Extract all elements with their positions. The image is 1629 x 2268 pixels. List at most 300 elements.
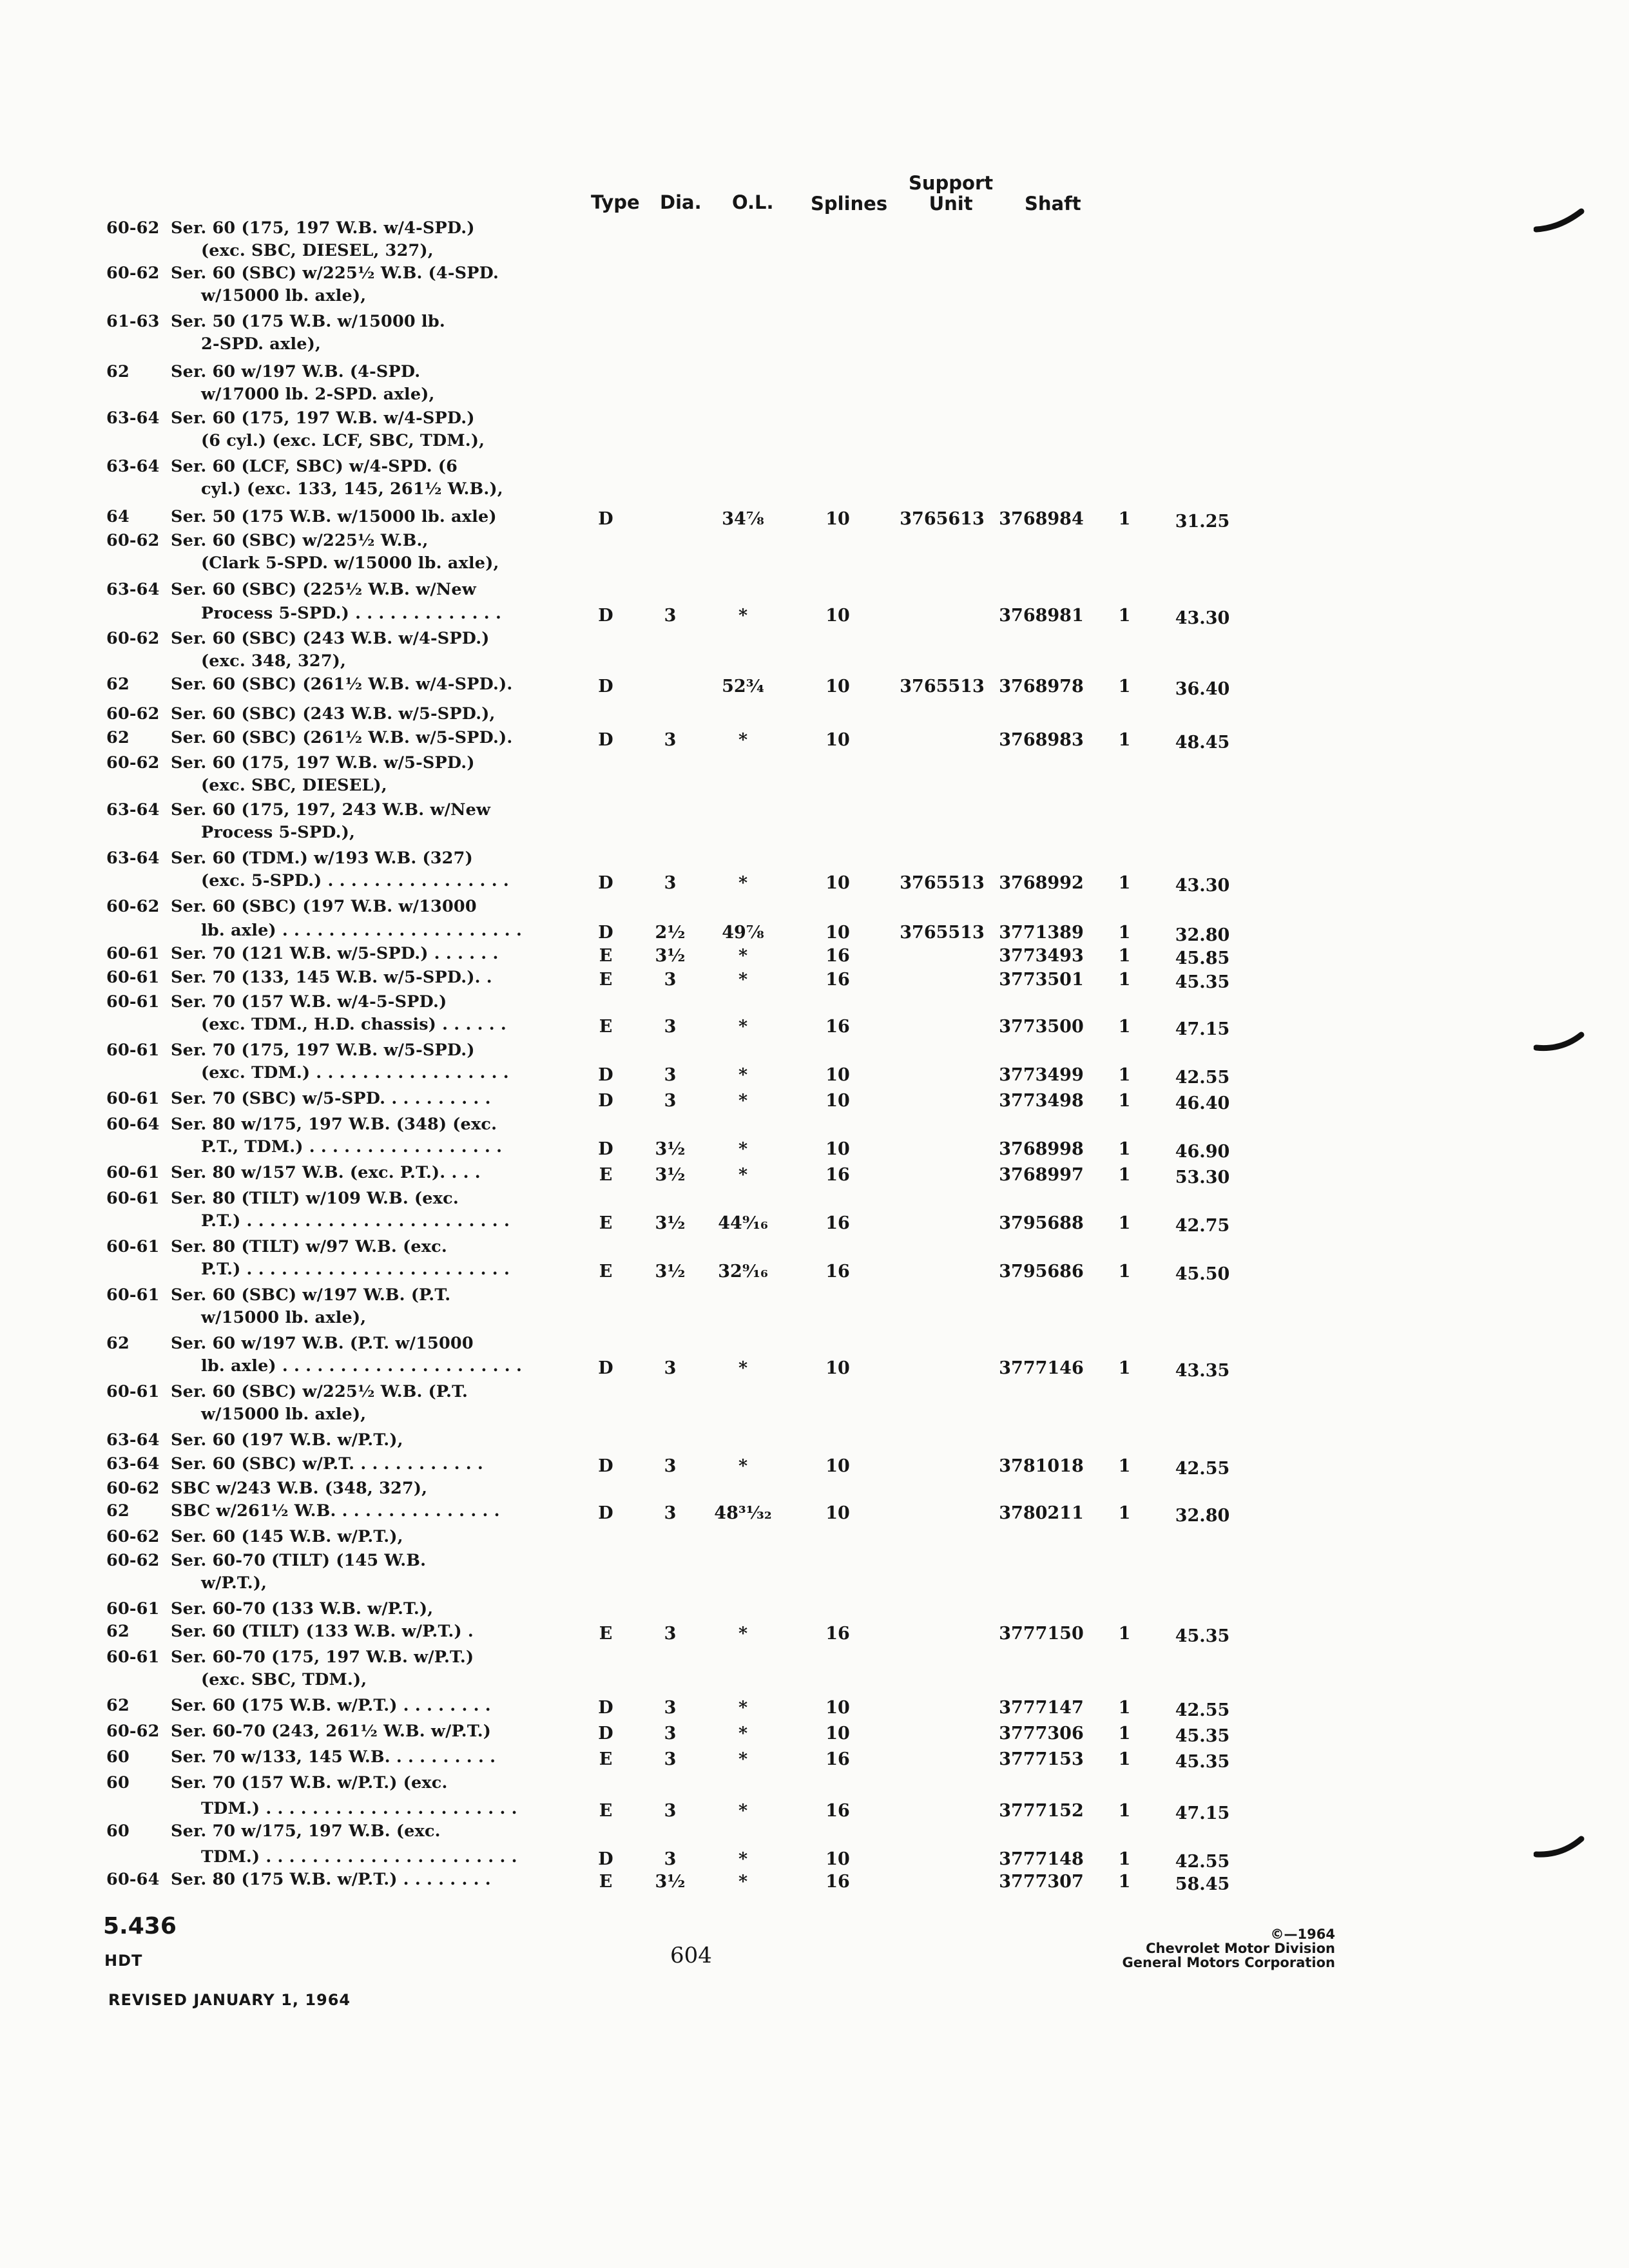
- joint-type: D: [598, 730, 613, 750]
- spline-count: 10: [825, 1849, 850, 1869]
- corporation-name: General Motors Corporation: [1122, 1955, 1335, 1970]
- shaft-part-number: 3777147: [999, 1698, 1084, 1718]
- model-years: 60-61: [106, 968, 160, 987]
- application-description: SBC w/261½ W.B. . . . . . . . . . . . . . .: [171, 1501, 500, 1521]
- joint-type: E: [599, 1262, 613, 1282]
- support-unit-part-number: 3765513: [900, 873, 985, 893]
- model-years: 62: [106, 675, 130, 694]
- application-description: 2-SPD. axle),: [201, 334, 322, 354]
- joint-type: E: [599, 1165, 613, 1185]
- quantity: 1: [1118, 1624, 1131, 1644]
- model-years: 60-62: [106, 1722, 160, 1741]
- application-description: TDM.) . . . . . . . . . . . . . . . . . . . . . .: [201, 1847, 517, 1867]
- application-description: Ser. 60 (175, 197 W.B. w/4-SPD.): [171, 408, 475, 428]
- shaft-part-number: 3768984: [999, 509, 1084, 529]
- list-price: 42.55: [1175, 1459, 1230, 1479]
- model-years: 60-62: [106, 704, 160, 724]
- model-years: 60-62: [106, 218, 160, 238]
- shaft-diameter: 3: [664, 1065, 677, 1085]
- application-description: Ser. 60 w/197 W.B. (4-SPD.: [171, 362, 421, 381]
- section-code: HDT: [104, 1952, 143, 1970]
- column-header-dia: Dia.: [660, 191, 702, 213]
- model-years: 60-62: [106, 629, 160, 648]
- column-header-support-unit: Support Unit: [909, 172, 994, 215]
- application-description: Ser. 70 (175, 197 W.B. w/5-SPD.): [171, 1041, 475, 1060]
- application-description: Ser. 60 (SBC) w/197 W.B. (P.T.: [171, 1285, 451, 1305]
- section-number: 5.436: [103, 1913, 177, 1939]
- shaft-part-number: 3795686: [999, 1262, 1084, 1282]
- application-description: TDM.) . . . . . . . . . . . . . . . . . . . . . .: [201, 1799, 517, 1818]
- list-price: 42.55: [1175, 1852, 1230, 1872]
- application-description: Process 5-SPD.) . . . . . . . . . . . . .: [201, 604, 502, 623]
- shaft-part-number: 3768992: [999, 873, 1084, 893]
- list-price: 43.30: [1175, 876, 1230, 896]
- shaft-part-number: 3777153: [999, 1749, 1084, 1769]
- model-years: 60: [106, 1821, 130, 1841]
- model-years: 61-63: [106, 312, 160, 331]
- model-years: 63-64: [106, 849, 160, 868]
- application-description: Ser. 70 (SBC) w/5-SPD. . . . . . . . . .: [171, 1089, 491, 1108]
- column-header-splines: Splines: [811, 193, 888, 215]
- application-description: Ser. 60 (TILT) (133 W.B. w/P.T.) .: [171, 1622, 474, 1641]
- application-description: (6 cyl.) (exc. LCF, SBC, TDM.),: [201, 431, 485, 450]
- spline-count: 10: [825, 1091, 850, 1111]
- application-description: (Clark 5-SPD. w/15000 lb. axle),: [201, 553, 499, 573]
- list-price: 47.15: [1175, 1803, 1230, 1823]
- application-description: (exc. 5-SPD.) . . . . . . . . . . . . . . . .: [201, 871, 509, 890]
- model-years: 60-62: [106, 1527, 160, 1546]
- application-description: Ser. 80 (175 W.B. w/P.T.) . . . . . . . .: [171, 1870, 491, 1889]
- support-unit-part-number: 3765613: [900, 509, 985, 529]
- overall-length: *: [738, 970, 748, 990]
- application-description: Ser. 80 w/157 W.B. (exc. P.T.). . . .: [171, 1163, 481, 1182]
- application-description: Ser. 60-70 (133 W.B. w/P.T.),: [171, 1599, 434, 1619]
- spline-count: 10: [825, 606, 850, 626]
- list-price: 32.80: [1175, 925, 1230, 945]
- model-years: 60-62: [106, 897, 160, 916]
- quantity: 1: [1118, 923, 1131, 943]
- application-description: Ser. 60 w/197 W.B. (P.T. w/15000: [171, 1334, 474, 1353]
- spline-count: 10: [825, 1456, 850, 1476]
- application-description: P.T., TDM.) . . . . . . . . . . . . . . . . .: [201, 1137, 503, 1157]
- list-price: 43.30: [1175, 608, 1230, 628]
- quantity: 1: [1118, 606, 1131, 626]
- model-years: 63-64: [106, 1454, 160, 1474]
- support-unit-part-number: 3765513: [900, 923, 985, 943]
- division-name: Chevrolet Motor Division: [1146, 1941, 1335, 1956]
- quantity: 1: [1118, 1213, 1131, 1233]
- application-description: SBC w/243 W.B. (348, 327),: [171, 1479, 428, 1498]
- shaft-diameter: 3: [664, 1801, 677, 1821]
- overall-length: *: [738, 1749, 748, 1769]
- application-description: Ser. 70 w/175, 197 W.B. (exc.: [171, 1821, 441, 1841]
- shaft-part-number: 3768978: [999, 677, 1084, 697]
- model-years: 60-61: [106, 1041, 160, 1060]
- application-description: Ser. 60 (197 W.B. w/P.T.),: [171, 1430, 403, 1450]
- model-years: 62: [106, 1501, 130, 1521]
- application-description: Ser. 80 (TILT) w/97 W.B. (exc.: [171, 1237, 447, 1256]
- overall-length: *: [738, 1456, 748, 1476]
- joint-type: D: [598, 509, 613, 529]
- joint-type: D: [598, 1358, 613, 1378]
- model-years: 60: [106, 1747, 130, 1767]
- copyright-notice: ©—1964: [1270, 1927, 1335, 1942]
- overall-length: 48³¹⁄₃₂: [714, 1503, 772, 1523]
- shaft-diameter: 3½: [655, 946, 686, 966]
- shaft-diameter: 3: [664, 1849, 677, 1869]
- application-description: Ser. 80 (TILT) w/109 W.B. (exc.: [171, 1189, 459, 1208]
- quantity: 1: [1118, 1456, 1131, 1476]
- quantity: 1: [1118, 970, 1131, 990]
- list-price: 43.35: [1175, 1361, 1230, 1381]
- joint-type: D: [598, 1849, 613, 1869]
- quantity: 1: [1118, 946, 1131, 966]
- application-description: (exc. SBC, DIESEL, 327),: [201, 241, 434, 260]
- model-years: 60-61: [106, 1189, 160, 1208]
- shaft-diameter: 3½: [655, 1165, 686, 1185]
- application-description: Ser. 70 (157 W.B. w/4-5-SPD.): [171, 992, 447, 1012]
- quantity: 1: [1118, 730, 1131, 750]
- application-description: Ser. 60 (SBC) (243 W.B. w/5-SPD.),: [171, 704, 496, 724]
- quantity: 1: [1118, 1749, 1131, 1769]
- application-description: P.T.) . . . . . . . . . . . . . . . . . . . . . . .: [201, 1260, 510, 1279]
- model-years: 62: [106, 728, 130, 747]
- model-years: 60: [106, 1773, 130, 1792]
- list-price: 42.55: [1175, 1700, 1230, 1720]
- quantity: 1: [1118, 1017, 1131, 1037]
- list-price: 45.85: [1175, 948, 1230, 968]
- model-years: 60-62: [106, 531, 160, 550]
- list-price: 32.80: [1175, 1506, 1230, 1526]
- spline-count: 10: [825, 677, 850, 697]
- model-years: 63-64: [106, 580, 160, 599]
- column-header-shaft: Shaft: [1025, 193, 1081, 215]
- joint-type: E: [599, 1624, 613, 1644]
- spline-count: 10: [825, 509, 850, 529]
- application-description: Ser. 50 (175 W.B. w/15000 lb. axle): [171, 507, 497, 526]
- model-years: 62: [106, 362, 130, 381]
- model-years: 60-62: [106, 264, 160, 283]
- application-description: Ser. 60 (145 W.B. w/P.T.),: [171, 1527, 403, 1546]
- spline-count: 16: [825, 1165, 850, 1185]
- list-price: 48.45: [1175, 733, 1230, 753]
- joint-type: E: [599, 946, 613, 966]
- overall-length: *: [738, 730, 748, 750]
- joint-type: D: [598, 923, 613, 943]
- spline-count: 16: [825, 1872, 850, 1892]
- shaft-part-number: 3777148: [999, 1849, 1084, 1869]
- application-description: Ser. 60 (SBC) w/P.T. . . . . . . . . . . .: [171, 1454, 483, 1474]
- overall-length: *: [738, 1724, 748, 1744]
- model-years: 60-61: [106, 1237, 160, 1256]
- shaft-part-number: 3773493: [999, 946, 1084, 966]
- application-description: Ser. 60 (175, 197 W.B. w/5-SPD.): [171, 753, 475, 773]
- application-description: Ser. 60 (SBC) w/225½ W.B. (P.T.: [171, 1382, 468, 1401]
- application-description: Ser. 60 (SBC) (225½ W.B. w/New: [171, 580, 476, 599]
- shaft-part-number: 3768981: [999, 606, 1084, 626]
- application-description: w/17000 lb. 2-SPD. axle),: [201, 385, 435, 404]
- model-years: 63-64: [106, 408, 160, 428]
- application-description: Ser. 60 (SBC) (197 W.B. w/13000: [171, 897, 477, 916]
- model-years: 60-61: [106, 1648, 160, 1667]
- application-description: w/15000 lb. axle),: [201, 1405, 367, 1424]
- model-years: 60-62: [106, 753, 160, 773]
- joint-type: D: [598, 1698, 613, 1718]
- model-years: 60-62: [106, 1551, 160, 1570]
- spline-count: 10: [825, 1065, 850, 1085]
- shaft-part-number: 3777306: [999, 1724, 1084, 1744]
- application-description: lb. axle) . . . . . . . . . . . . . . . . . . . . .: [201, 921, 523, 940]
- application-description: Process 5-SPD.),: [201, 823, 356, 842]
- shaft-diameter: 3: [664, 1749, 677, 1769]
- revised-date: REVISED JANUARY 1, 1964: [108, 1991, 351, 2009]
- shaft-part-number: 3777146: [999, 1358, 1084, 1378]
- spline-count: 16: [825, 1801, 850, 1821]
- spline-count: 16: [825, 970, 850, 990]
- overall-length: *: [738, 946, 748, 966]
- application-description: Ser. 60 (SBC) (261½ W.B. w/4-SPD.).: [171, 675, 513, 694]
- model-years: 62: [106, 1622, 130, 1641]
- application-description: Ser. 60 (LCF, SBC) w/4-SPD. (6: [171, 457, 458, 476]
- application-description: Ser. 60 (SBC) w/225½ W.B.,: [171, 531, 429, 550]
- model-years: 62: [106, 1334, 130, 1353]
- joint-type: D: [598, 1456, 613, 1476]
- quantity: 1: [1118, 509, 1131, 529]
- list-price: 45.35: [1175, 972, 1230, 992]
- shaft-diameter: 3: [664, 1724, 677, 1744]
- binder-hole-mark-icon: [1534, 205, 1585, 237]
- overall-length: *: [738, 873, 748, 893]
- application-description: Ser. 80 w/175, 197 W.B. (348) (exc.: [171, 1115, 497, 1134]
- application-description: Ser. 70 (121 W.B. w/5-SPD.) . . . . . .: [171, 944, 499, 963]
- joint-type: D: [598, 1139, 613, 1159]
- shaft-part-number: 3781018: [999, 1456, 1084, 1476]
- quantity: 1: [1118, 1872, 1131, 1892]
- spline-count: 10: [825, 1358, 850, 1378]
- shaft-diameter: 3: [664, 1698, 677, 1718]
- list-price: 53.30: [1175, 1168, 1230, 1187]
- shaft-part-number: 3768998: [999, 1139, 1084, 1159]
- model-years: 60-61: [106, 1089, 160, 1108]
- shaft-part-number: 3777307: [999, 1872, 1084, 1892]
- overall-length: 52¾: [722, 677, 764, 697]
- shaft-diameter: 3: [664, 1017, 677, 1037]
- model-years: 60-64: [106, 1870, 160, 1889]
- quantity: 1: [1118, 1849, 1131, 1869]
- model-years: 60-64: [106, 1115, 160, 1134]
- list-price: 45.35: [1175, 1726, 1230, 1746]
- joint-type: E: [599, 970, 613, 990]
- spline-count: 16: [825, 1017, 850, 1037]
- overall-length: 44⁹⁄₁₆: [718, 1213, 768, 1233]
- spline-count: 16: [825, 1749, 850, 1769]
- spline-count: 10: [825, 730, 850, 750]
- quantity: 1: [1118, 1139, 1131, 1159]
- list-price: 46.40: [1175, 1093, 1230, 1113]
- application-description: Ser. 60-70 (175, 197 W.B. w/P.T.): [171, 1648, 474, 1667]
- overall-length: *: [738, 1065, 748, 1085]
- spline-count: 10: [825, 923, 850, 943]
- shaft-diameter: 2½: [655, 923, 686, 943]
- shaft-part-number: 3795688: [999, 1213, 1084, 1233]
- application-description: Ser. 60 (SBC) w/225½ W.B. (4-SPD.: [171, 264, 499, 283]
- joint-type: D: [598, 677, 613, 697]
- shaft-diameter: 3: [664, 1456, 677, 1476]
- page-number: 604: [670, 1943, 712, 1968]
- application-description: Ser. 70 w/133, 145 W.B. . . . . . . . . .: [171, 1747, 496, 1767]
- model-years: 60-61: [106, 1599, 160, 1619]
- shaft-diameter: 3: [664, 1503, 677, 1523]
- joint-type: D: [598, 1091, 613, 1111]
- quantity: 1: [1118, 1801, 1131, 1821]
- spline-count: 16: [825, 1262, 850, 1282]
- application-description: (exc. SBC, DIESEL),: [201, 776, 387, 795]
- shaft-diameter: 3: [664, 873, 677, 893]
- overall-length: *: [738, 1017, 748, 1037]
- shaft-part-number: 3773500: [999, 1017, 1084, 1037]
- shaft-part-number: 3780211: [999, 1503, 1084, 1523]
- application-description: (exc. TDM.) . . . . . . . . . . . . . . . . .: [201, 1063, 509, 1082]
- shaft-part-number: 3768997: [999, 1165, 1084, 1185]
- column-header-ol: O.L.: [732, 191, 774, 213]
- application-description: cyl.) (exc. 133, 145, 261½ W.B.),: [201, 479, 503, 499]
- spline-count: 10: [825, 1724, 850, 1744]
- list-price: 45.35: [1175, 1626, 1230, 1646]
- model-years: 60-61: [106, 1382, 160, 1401]
- model-years: 60-62: [106, 1479, 160, 1498]
- overall-length: 32⁹⁄₁₆: [718, 1262, 768, 1282]
- overall-length: *: [738, 1624, 748, 1644]
- list-price: 46.90: [1175, 1142, 1230, 1162]
- spline-count: 10: [825, 1698, 850, 1718]
- shaft-diameter: 3: [664, 1624, 677, 1644]
- application-description: Ser. 50 (175 W.B. w/15000 lb.: [171, 312, 445, 331]
- spline-count: 16: [825, 1624, 850, 1644]
- spline-count: 16: [825, 946, 850, 966]
- list-price: 47.15: [1175, 1019, 1230, 1039]
- model-years: 63-64: [106, 457, 160, 476]
- quantity: 1: [1118, 1724, 1131, 1744]
- shaft-part-number: 3771389: [999, 923, 1084, 943]
- shaft-part-number: 3773501: [999, 970, 1084, 990]
- list-price: 42.55: [1175, 1068, 1230, 1088]
- joint-type: D: [598, 606, 613, 626]
- joint-type: E: [599, 1749, 613, 1769]
- shaft-diameter: 3½: [655, 1262, 686, 1282]
- application-description: w/15000 lb. axle),: [201, 1308, 367, 1327]
- shaft-diameter: 3½: [655, 1213, 686, 1233]
- shaft-diameter: 3: [664, 606, 677, 626]
- joint-type: D: [598, 1724, 613, 1744]
- spline-count: 10: [825, 1139, 850, 1159]
- joint-type: D: [598, 873, 613, 893]
- joint-type: D: [598, 1065, 613, 1085]
- model-years: 60-61: [106, 992, 160, 1012]
- shaft-diameter: 3: [664, 1358, 677, 1378]
- joint-type: D: [598, 1503, 613, 1523]
- shaft-diameter: 3½: [655, 1139, 686, 1159]
- application-description: Ser. 60 (SBC) (261½ W.B. w/5-SPD.).: [171, 728, 513, 747]
- application-description: Ser. 60 (175 W.B. w/P.T.) . . . . . . . .: [171, 1696, 491, 1715]
- shaft-diameter: 3: [664, 970, 677, 990]
- model-years: 64: [106, 507, 130, 526]
- overall-length: *: [738, 1165, 748, 1185]
- application-description: w/15000 lb. axle),: [201, 286, 367, 305]
- shaft-diameter: 3: [664, 1091, 677, 1111]
- model-years: 63-64: [106, 1430, 160, 1450]
- model-years: 60-61: [106, 944, 160, 963]
- shaft-part-number: 3777150: [999, 1624, 1084, 1644]
- model-years: 62: [106, 1696, 130, 1715]
- spline-count: 10: [825, 1503, 850, 1523]
- overall-length: *: [738, 1358, 748, 1378]
- application-description: (exc. SBC, TDM.),: [201, 1670, 367, 1689]
- application-description: w/P.T.),: [201, 1573, 267, 1593]
- list-price: 36.40: [1175, 679, 1230, 699]
- spline-count: 10: [825, 873, 850, 893]
- model-years: 63-64: [106, 800, 160, 820]
- joint-type: E: [599, 1801, 613, 1821]
- binder-hole-mark-icon: [1534, 1832, 1585, 1865]
- application-description: lb. axle) . . . . . . . . . . . . . . . . . . . . .: [201, 1356, 523, 1376]
- quantity: 1: [1118, 1503, 1131, 1523]
- column-header-type: Type: [591, 191, 640, 213]
- application-description: Ser. 60 (175, 197 W.B. w/4-SPD.): [171, 218, 475, 238]
- application-description: P.T.) . . . . . . . . . . . . . . . . . . . . . . .: [201, 1211, 510, 1231]
- quantity: 1: [1118, 873, 1131, 893]
- list-price: 42.75: [1175, 1216, 1230, 1236]
- model-years: 60-61: [106, 1285, 160, 1305]
- application-description: Ser. 60-70 (243, 261½ W.B. w/P.T.): [171, 1722, 492, 1741]
- overall-length: *: [738, 1091, 748, 1111]
- list-price: 58.45: [1175, 1874, 1230, 1894]
- support-unit-part-number: 3765513: [900, 677, 985, 697]
- list-price: 31.25: [1175, 512, 1230, 532]
- application-description: Ser. 60 (SBC) (243 W.B. w/4-SPD.): [171, 629, 490, 648]
- joint-type: E: [599, 1213, 613, 1233]
- quantity: 1: [1118, 1165, 1131, 1185]
- quantity: 1: [1118, 1091, 1131, 1111]
- list-price: 45.50: [1175, 1264, 1230, 1284]
- shaft-diameter: 3½: [655, 1872, 686, 1892]
- shaft-part-number: 3773499: [999, 1065, 1084, 1085]
- overall-length: *: [738, 606, 748, 626]
- application-description: Ser. 60 (175, 197, 243 W.B. w/New: [171, 800, 491, 820]
- quantity: 1: [1118, 1698, 1131, 1718]
- application-description: (exc. 348, 327),: [201, 651, 347, 671]
- overall-length: *: [738, 1872, 748, 1892]
- shaft-part-number: 3777152: [999, 1801, 1084, 1821]
- model-years: 60-61: [106, 1163, 160, 1182]
- application-description: Ser. 70 (133, 145 W.B. w/5-SPD.). .: [171, 968, 492, 987]
- list-price: 45.35: [1175, 1752, 1230, 1772]
- quantity: 1: [1118, 1358, 1131, 1378]
- quantity: 1: [1118, 1065, 1131, 1085]
- quantity: 1: [1118, 1262, 1131, 1282]
- application-description: Ser. 70 (157 W.B. w/P.T.) (exc.: [171, 1773, 448, 1792]
- overall-length: 49⅞: [722, 923, 764, 943]
- joint-type: E: [599, 1872, 613, 1892]
- overall-length: *: [738, 1801, 748, 1821]
- binder-hole-mark-icon: [1534, 1028, 1585, 1061]
- shaft-part-number: 3773498: [999, 1091, 1084, 1111]
- overall-length: *: [738, 1698, 748, 1718]
- spline-count: 16: [825, 1213, 850, 1233]
- shaft-diameter: 3: [664, 730, 677, 750]
- shaft-part-number: 3768983: [999, 730, 1084, 750]
- joint-type: E: [599, 1017, 613, 1037]
- overall-length: 34⅞: [722, 509, 764, 529]
